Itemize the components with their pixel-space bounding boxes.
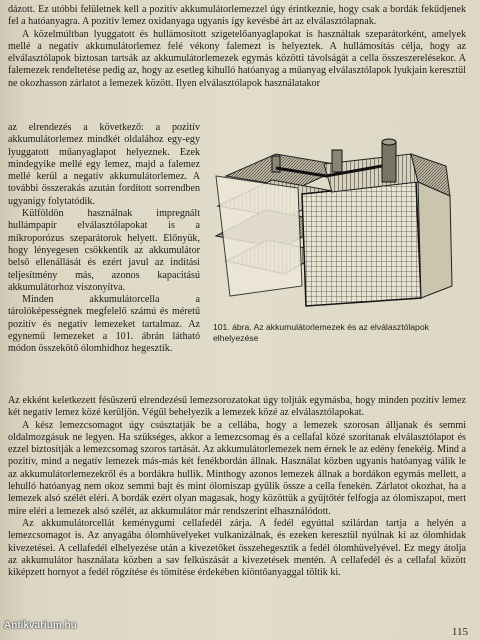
paragraph: Az ekként keletkezett fésűszerű elrendezésű lemezsorozatokat úgy toljták egymásba, hogy minden pozitív lemez két negatív lemez közé kerüljön. Végül behelyezik a lemezek közé az elválasztólapokat.	[8, 395, 466, 419]
paragraph: A kész lemezcsomagot úgy csúsztatják be a cellába, hogy a lemezek szorosan álljanak és semmi oldalmozgásuk ne legyen. Ha szükséges, akkor a lemezcsomag és a cellafal közé szorítanak elválasztólapot és ezzel biztosítják a lemezcsomag szoros tartását. Az akkumulátorlemezek nem érnek le az edény fenekéig. Mind a pozitív, mind a negatív lemezek más-más két fenékbordán állnak. Használat közben ugyanis hatóanyag válik le az akkumulátorlemezekről és a bordákra hullik. Minthogy azonos lemezek állnak a bordákon egymás mellett, a lehulló hatóanyag nem okoz semmi bajt és mint ólomiszap gyűlik össze a cella fenekén. Zárlatot okozhat, ha a lemezek alsó szélét eléri. A bordák ezért olyan magasak, hogy közöttük a gyűjtőtér felfogja az ólomiszapot, mert mire eléri a lemezek alsó szélét, az akkumulátor már rendszerint elhasználódott.	[8, 419, 466, 517]
left-column-text	[8, 122, 200, 356]
figure-caption: 101. ábra. Az akkumulátorlemezek és az elválasztólapok elhelyezése	[213, 322, 429, 343]
paragraph: dázott. Ez utóbbi felületnek kell a pozitív akkumulátorlemezzel úgy érintkeznie, hogy csak a bordák fekűdjenek fel a hatóanyagra. A pozitív lemez oxidanyaga ugyanis így kevésbé árt az elválasztólapnak.	[8, 4, 466, 28]
paragraph: Külföldön használnak impregnált hullámpapír elválasztólapokat is a mikroporózus szeparátorok helyett. Előnyük, hogy lényegesen csökkentik az akkumulátor belső ellenállását és ezért javul az indítási teljesítmény más, azonos kapacitású akkumulátorhoz viszonyítva.	[8, 208, 200, 293]
page-number: 115	[451, 626, 468, 638]
battery-plates-illustration	[206, 136, 466, 311]
bottom-text-block	[8, 395, 466, 579]
paragraph: A közelmúltban lyuggatott és hullámosított szigetelőanyaglapokat is használtak szeparátorként, amelyek mellé a negatív akkumulátorlemez felé vékony falemezt is helyeztek. A hullámosítás célja, hogy az elválasztólapok biztosan tartsák az akkumulátorlemezek egymás közötti távolságát a cella összeszerelésekor. A falemezek rendeltetése pedig az, hogy az esetleg kihulló hatóanyag a műanyag elválasztólapok lyukjain keresztül ne okozhasson zárlatot a lemezek között. Ilyen elválasztólapok használatakor	[8, 28, 466, 89]
top-text-block	[8, 4, 466, 90]
watermark: Antikvarium.hu	[4, 620, 77, 631]
paragraph: az elrendezés a következő: a pozitív akkumulátorlemez mindkét oldalához egy-egy lyuggatott műanyaglapot helyeznek. Ezek mindegyike mellé egy lemez, majd a falemez mellé kerül a negatív akkumulátorlemez. A további összerakás azután fordított sorrendben ugyanígy folytatódik.	[8, 122, 200, 207]
paragraph: Az akkumulátorcellát keménygumi cellafedél zárja. A fedél egyúttal szilárdan tartja a helyén a lemezcsomagot is. Az anyagába ólomhüvelyeket vulkanizálnak, és ezeken keresztül nyúlnak ki az ólomhidak kivezetései. A cellafedél elhelyezése után a kivezetőket összehegesztik a fedél ólomhüvelyével. Ez megy átolja az akkumulátor használata közben a sav felkúszását a kivezetések mentén. A cellafedél és a cellafal között kiképzett hornyot a fedél rögzítése és tömítése érdekében kiöntőanyaggal töltik ki.	[8, 517, 466, 579]
paragraph: Minden akkumulátorcella a tárolóképességnek megfelelő számú és méretű pozitív és negatív lemezeket tartalmaz. Az egynemű lemezeket a 101. ábrán látható módon összekötő ólomhídhoz hegesztik.	[8, 294, 200, 355]
